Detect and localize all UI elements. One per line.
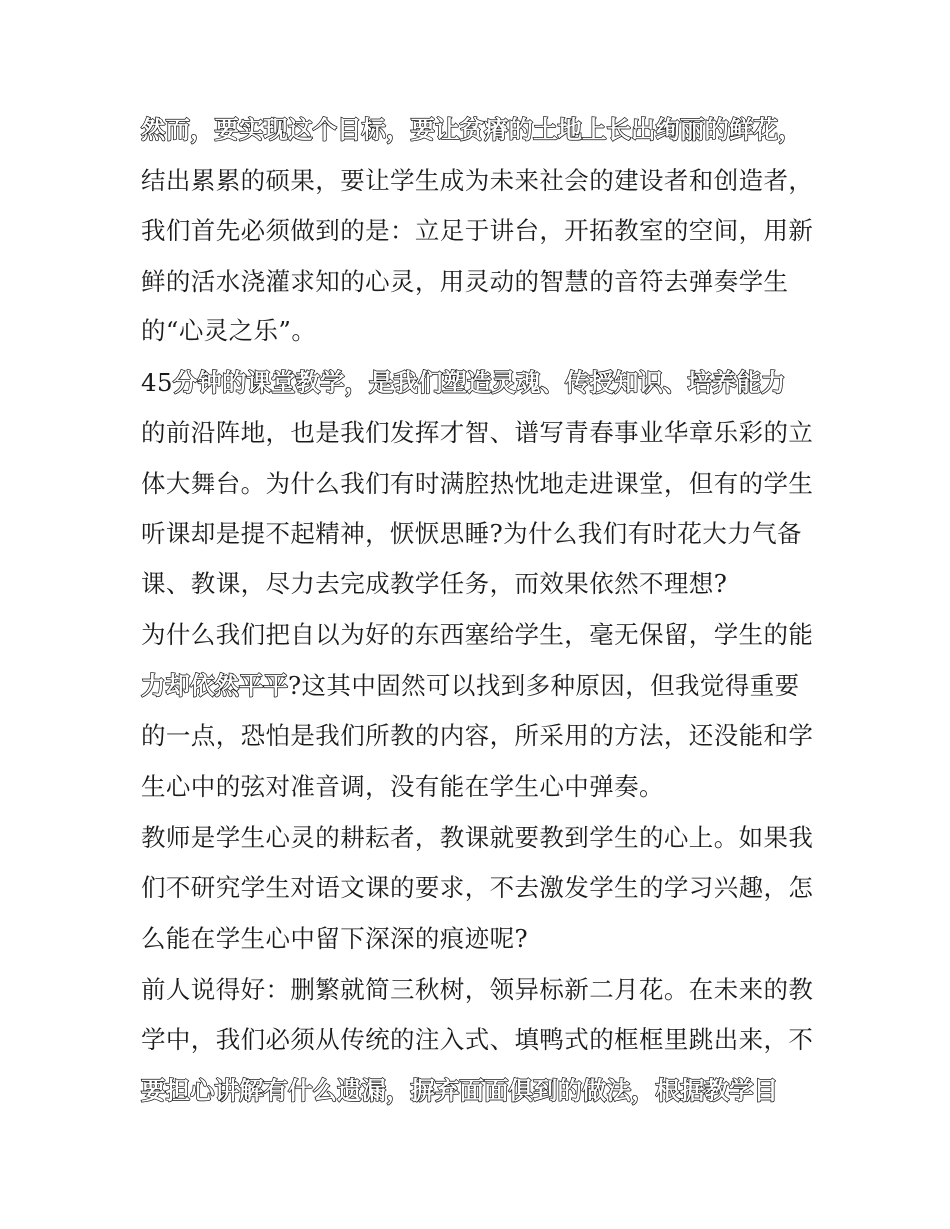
text-line: 结出累累的硕果，要让学生成为未来社会的建设者和创造者， xyxy=(141,166,814,195)
text-line: 的“心灵之乐”。 xyxy=(141,316,317,345)
text-line: 听课却是提不起精神，恹恹思睡?为什么我们有时花大力气备 xyxy=(141,519,802,548)
text-line: 的一点，恐怕是我们所教的内容，所采用的方法，还没能和学 xyxy=(141,721,814,750)
outlined-text: 分钟的课堂教学，是我们塑造灵魂、传授知识、培养能力 xyxy=(172,368,786,397)
outlined-text: 力却依然平平 xyxy=(141,671,288,700)
text-line xyxy=(141,1074,821,1108)
text-line: 学中，我们必须从传统的注入式、填鸭式的框框里跳出来，不 xyxy=(141,1025,814,1054)
text-line xyxy=(141,113,821,147)
text-line: 前人说得好：删繁就简三秋树，领异标新二月花。在未来的教 xyxy=(141,975,814,1004)
text-line: 们不研究学生对语文课的要求，不去激发学生的学习兴趣，怎 xyxy=(141,873,814,902)
text-line: 45分钟的课堂教学，是我们塑造灵魂、传授知识、培养能力 xyxy=(141,368,786,397)
text-line: 生心中的弦对准音调，没有能在学生心中弹奏。 xyxy=(141,772,664,801)
text-line: 体大舞台。为什么我们有时满腔热忱地走进课堂，但有的学生 xyxy=(141,469,814,498)
text-line: 的前沿阵地，也是我们发挥才智、谱写青春事业华章乐彩的立 xyxy=(141,418,814,447)
outlined-text: 要担心讲解有什么遗漏，摒弃面面俱到的做法，根据教学目 xyxy=(141,1076,778,1105)
text-line: 么能在学生心中留下深深的痕迹呢? xyxy=(141,924,529,953)
text-line: 教师是学生心灵的耕耘者，教课就要教到学生的心上。如果我 xyxy=(141,823,814,852)
text-line: 力却依然平平?这其中固然可以找到多种原因，但我觉得重要 xyxy=(141,671,800,700)
text-line: 课、教课，尽力去完成教学任务，而效果依然不理想? xyxy=(141,569,728,598)
text-line: 为什么我们把自以为好的东西塞给学生，毫无保留，学生的能 xyxy=(141,620,814,649)
outlined-text: 然而，要实现这个目标，要让贫瘠的土地上长出绚丽的鲜花， xyxy=(141,115,803,144)
text-line: 我们首先必须做到的是：立足于讲台，开拓教室的空间，用新 xyxy=(141,216,814,245)
text-line: 鲜的活水浇灌求知的心灵，用灵动的智慧的音符去弹奏学生 xyxy=(141,267,789,296)
